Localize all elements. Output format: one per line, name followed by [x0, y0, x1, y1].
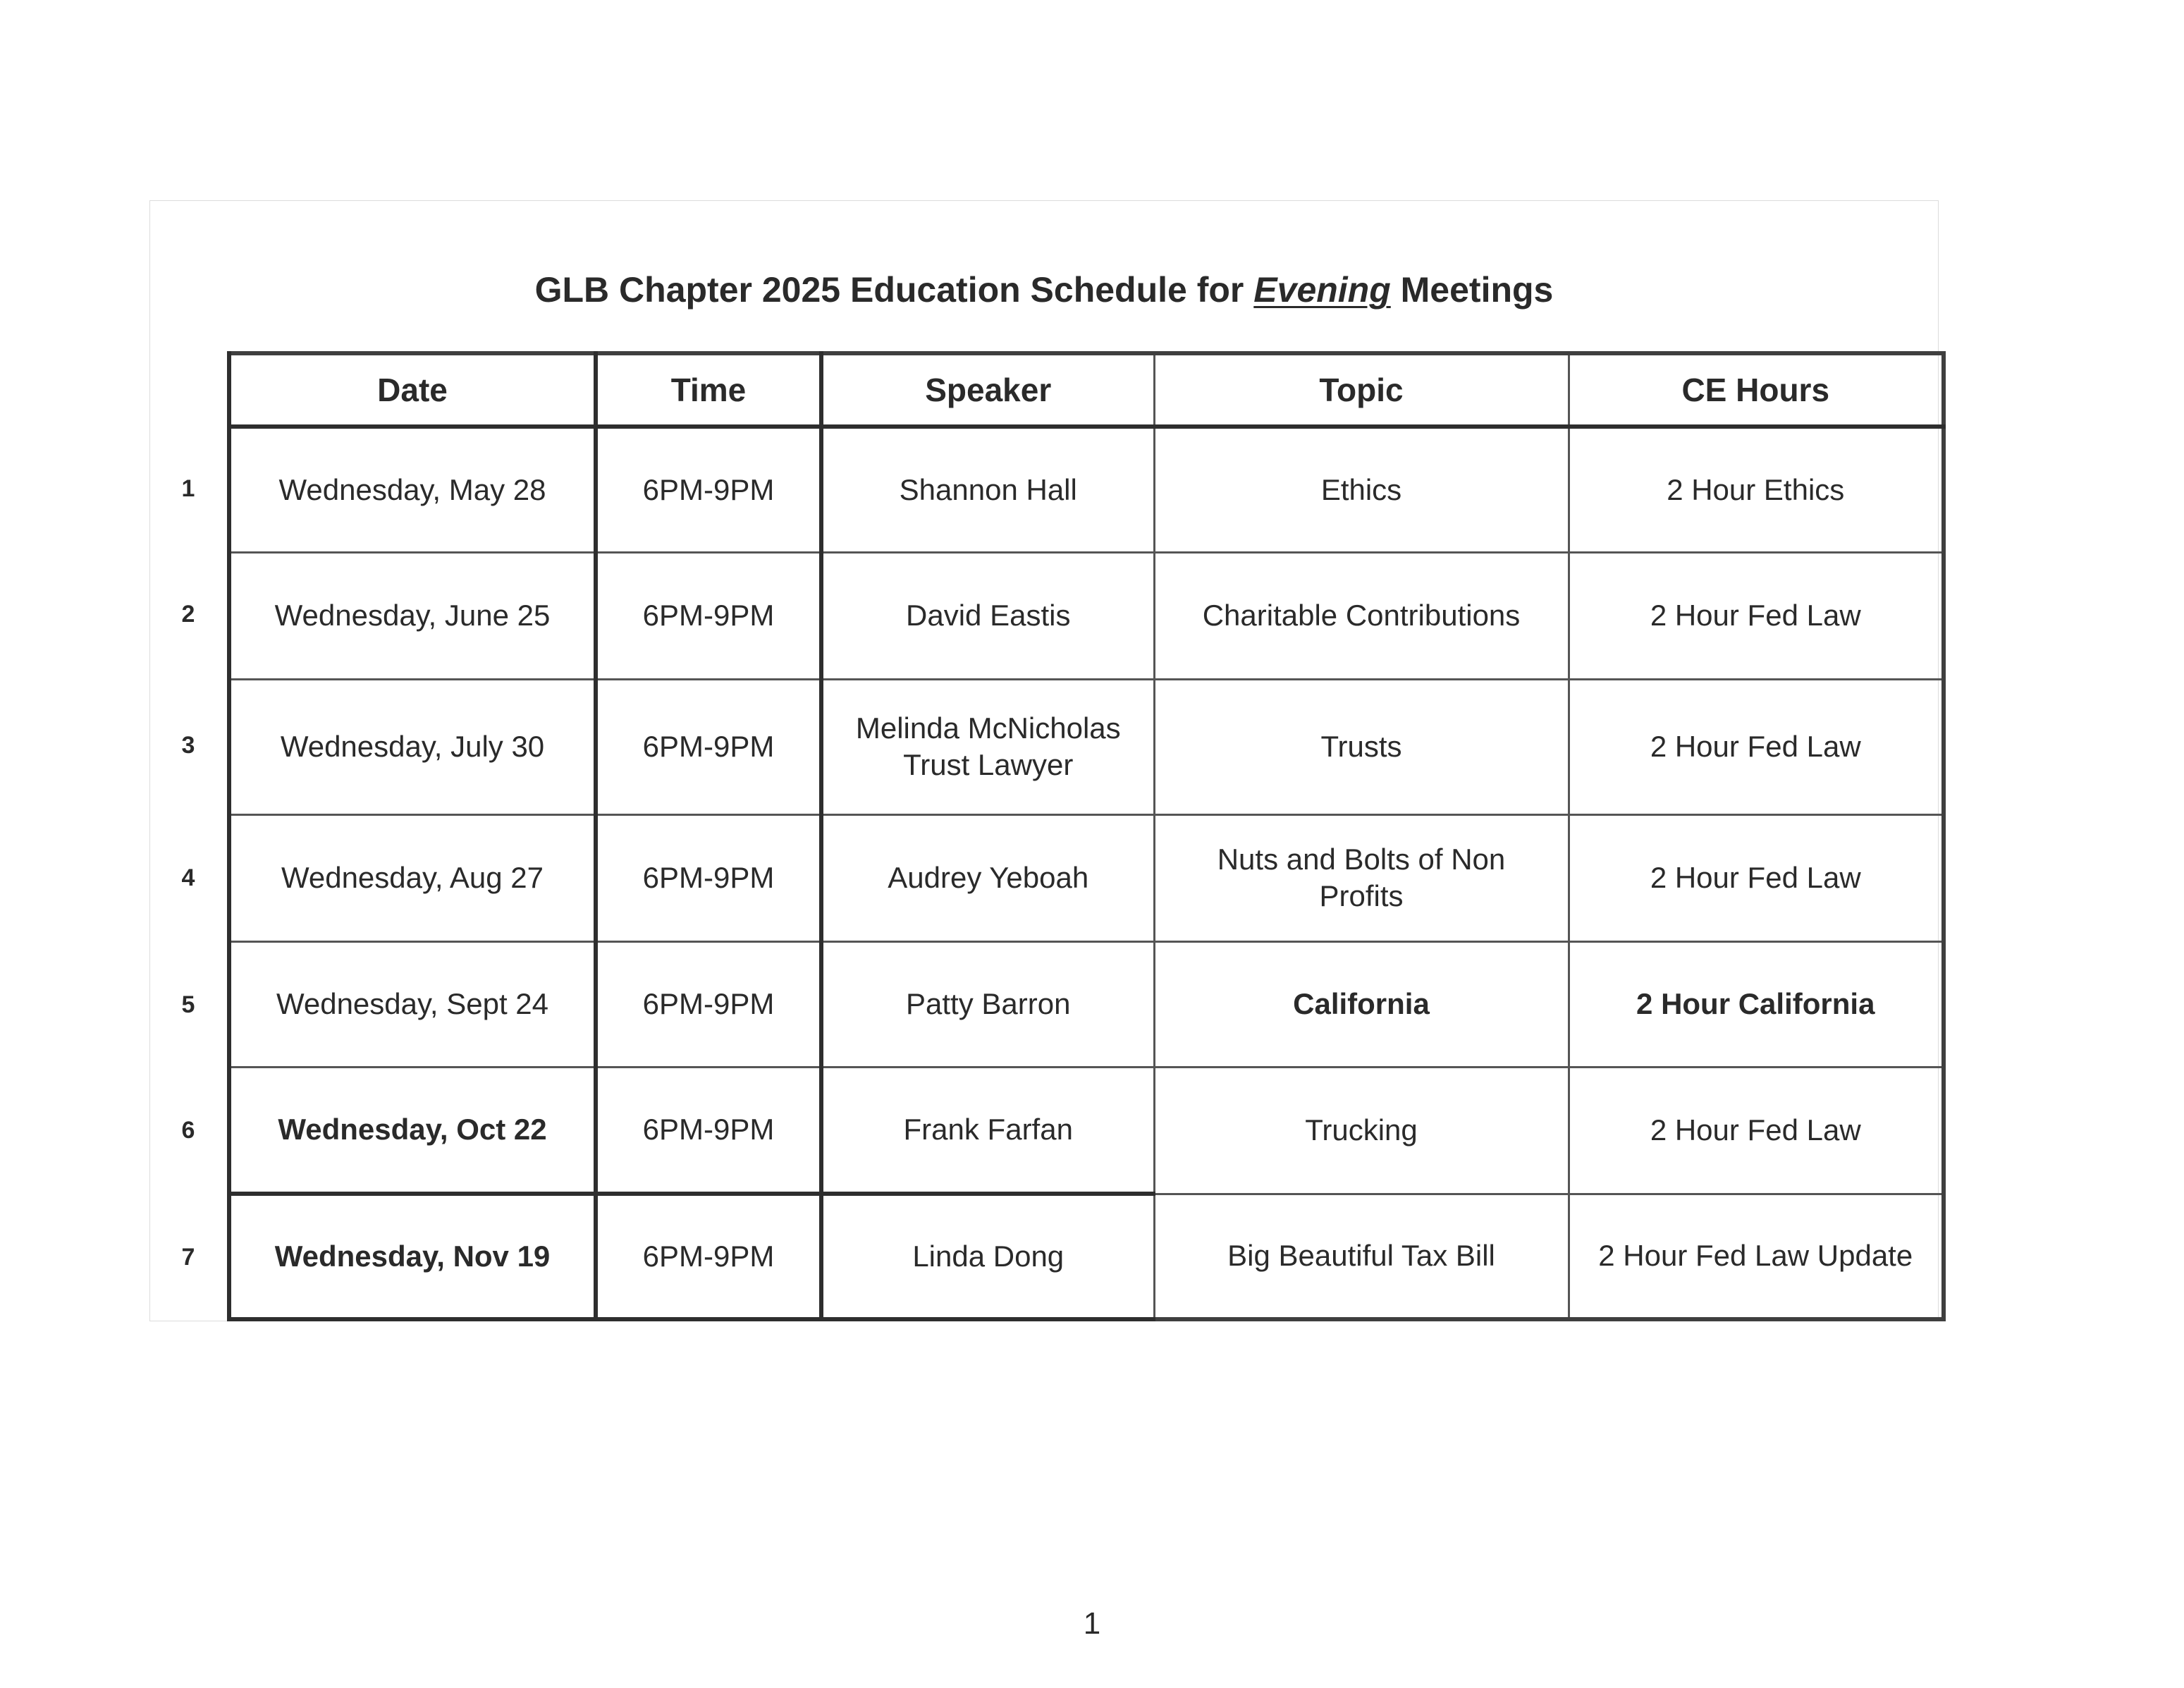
- cell-ce-hours: 2 Hour California: [1569, 941, 1944, 1067]
- topic-text: California: [1293, 987, 1430, 1020]
- cell-ce-hours: 2 Hour Fed Law: [1569, 1067, 1944, 1194]
- cell-topic: [1154, 552, 1569, 679]
- row-number-1: 1: [181, 475, 195, 502]
- cell-speaker: [821, 427, 1154, 552]
- cell-time: 6PM-9PM: [596, 814, 821, 941]
- header-ce-hours: CE Hours: [1569, 353, 1944, 427]
- cell-time: 6PM-9PM: [596, 552, 821, 679]
- table-row: [229, 552, 1944, 679]
- topic-text-continued: Profits: [1319, 879, 1404, 912]
- header-time: Time: [596, 353, 821, 427]
- row-number-7: 7: [181, 1244, 195, 1271]
- speaker-name: Patty Barron: [906, 987, 1071, 1020]
- header-speaker: Speaker: [821, 353, 1154, 427]
- cell-topic: [1154, 1194, 1569, 1319]
- schedule-table: [227, 351, 1946, 1321]
- row-number-4: 4: [181, 864, 195, 891]
- cell-topic: [1154, 679, 1569, 814]
- cell-topic: [1154, 1067, 1569, 1194]
- table-row: [229, 427, 1944, 552]
- topic-text: Ethics: [1320, 472, 1402, 506]
- speaker-name: Shannon Hall: [899, 472, 1077, 506]
- cell-time: 6PM-9PM: [596, 427, 821, 552]
- cell-topic: [1154, 941, 1569, 1067]
- topic-text: Big Beautiful Tax Bill: [1227, 1239, 1495, 1273]
- table-row: [229, 1194, 1944, 1319]
- speaker-name: Melinda McNicholas: [855, 711, 1121, 745]
- cell-time: 6PM-9PM: [596, 1067, 821, 1194]
- page-title: [149, 269, 1939, 310]
- cell-date: Wednesday, Nov 19: [229, 1194, 596, 1319]
- table-row: [229, 941, 1944, 1067]
- cell-ce-hours: 2 Hour Fed Law: [1569, 814, 1944, 941]
- row-number-2: 2: [181, 601, 195, 628]
- row-number-6: 6: [181, 1117, 195, 1144]
- cell-speaker: [821, 552, 1154, 679]
- row-number-5: 5: [181, 991, 195, 1018]
- title-emphasis: Evening: [1253, 270, 1391, 310]
- topic-text: Nuts and Bolts of Non: [1217, 843, 1506, 876]
- topic-text: Trucking: [1305, 1113, 1418, 1146]
- topic-text: Charitable Contributions: [1202, 599, 1521, 632]
- speaker-name: Frank Farfan: [903, 1113, 1073, 1146]
- speaker-role: Trust Lawyer: [903, 748, 1074, 781]
- cell-ce-hours: 2 Hour Ethics: [1569, 427, 1944, 552]
- cell-speaker: [821, 1194, 1154, 1319]
- cell-time: 6PM-9PM: [596, 941, 821, 1067]
- title-suffix: Meetings: [1390, 270, 1554, 310]
- speaker-name: Audrey Yeboah: [888, 861, 1089, 894]
- cell-speaker: [821, 814, 1154, 941]
- table-row: [229, 814, 1944, 941]
- topic-text: Trusts: [1320, 730, 1402, 763]
- header-topic: Topic: [1154, 353, 1569, 427]
- header-date: Date: [229, 353, 596, 427]
- title-prefix: GLB Chapter 2025 Education Schedule for: [534, 270, 1254, 310]
- cell-speaker: [821, 1067, 1154, 1194]
- cell-date: Wednesday, Oct 22: [229, 1067, 596, 1194]
- cell-ce-hours: 2 Hour Fed Law: [1569, 679, 1944, 814]
- row-number-3: 3: [181, 732, 195, 759]
- table-row: [229, 1067, 1944, 1194]
- cell-date: Wednesday, June 25: [229, 552, 596, 679]
- table-header-row: [229, 353, 1944, 427]
- cell-date: Wednesday, Sept 24: [229, 941, 596, 1067]
- table-row: [229, 679, 1944, 814]
- speaker-name: Linda Dong: [912, 1240, 1065, 1273]
- cell-ce-hours: 2 Hour Fed Law: [1569, 552, 1944, 679]
- cell-date: Wednesday, Aug 27: [229, 814, 596, 941]
- cell-time: 6PM-9PM: [596, 679, 821, 814]
- cell-time: 6PM-9PM: [596, 1194, 821, 1319]
- cell-date: Wednesday, July 30: [229, 679, 596, 814]
- cell-date: Wednesday, May 28: [229, 427, 596, 552]
- page-number: 1: [1083, 1606, 1101, 1641]
- cell-speaker: [821, 941, 1154, 1067]
- cell-speaker: [821, 679, 1154, 814]
- cell-topic: [1154, 427, 1569, 552]
- cell-topic: [1154, 814, 1569, 941]
- cell-ce-hours: 2 Hour Fed Law Update: [1569, 1194, 1944, 1319]
- speaker-name: David Eastis: [906, 599, 1071, 632]
